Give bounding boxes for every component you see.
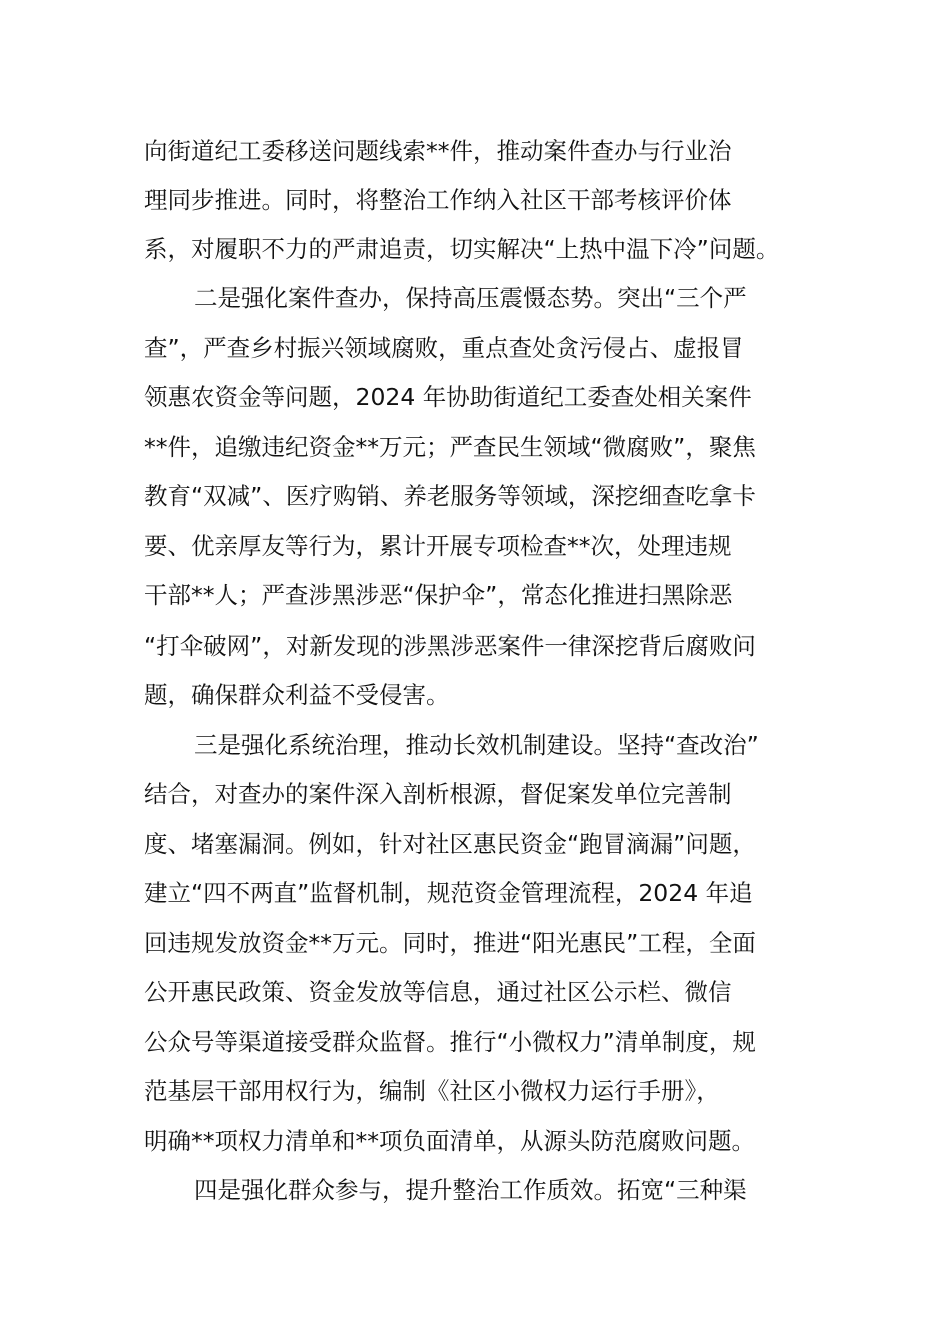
text-line: 公众号等渠道接受群众监督。推行“小微权力”清单制度，规 (144, 1028, 756, 1056)
text-line: 干部**人；严查涉黑涉恶“保护伞”，常态化推进扫黑除恶 (144, 581, 733, 609)
text-line: 要、优亲厚友等行为，累计开展专项检查**次，处理违规 (144, 532, 732, 560)
paragraph-start-line: 三是强化系统治理，推动长效机制建设。坚持“查改治” (194, 731, 759, 759)
text-line: “打伞破网”，对新发现的涉黑涉恶案件一律深挖背后腐败问 (144, 632, 756, 660)
text-line: 系，对履职不力的严肃追责，切实解决“上热中温下冷”问题。 (144, 235, 780, 263)
text-line: 公开惠民政策、资金发放等信息，通过社区公示栏、微信 (144, 978, 732, 1006)
text-line: 建立“四不两直”监督机制，规范资金管理流程，2024 年追 (144, 879, 753, 907)
paragraph-start-line: 二是强化案件查办，保持高压震慑态势。突出“三个严 (194, 284, 747, 312)
text-line: 查”，严查乡村振兴领域腐败，重点查处贪污侵占、虚报冒 (144, 334, 744, 362)
text-line: 明确**项权力清单和**项负面清单，从源头防范腐败问题。 (144, 1127, 755, 1155)
text-line: 教育“双减”、医疗购销、养老服务等领域，深挖细查吃拿卡 (144, 482, 756, 510)
text-line: 向街道纪工委移送问题线索**件，推动案件查办与行业治 (144, 137, 732, 165)
text-line: 理同步推进。同时，将整治工作纳入社区干部考核评价体 (144, 186, 732, 214)
text-line: 题，确保群众利益不受侵害。 (144, 681, 450, 709)
text-line: 结合，对查办的案件深入剖析根源，督促案发单位完善制 (144, 780, 732, 808)
text-line: 度、堵塞漏洞。例如，针对社区惠民资金“跑冒滴漏”问题， (144, 830, 756, 858)
text-line: 领惠农资金等问题，2024 年协助街道纪工委查处相关案件 (144, 383, 752, 411)
text-line: **件，追缴违纪资金**万元；严查民生领域“微腐败”，聚焦 (144, 433, 756, 461)
text-line: 范基层干部用权行为，编制《社区小微权力运行手册》， (144, 1077, 720, 1105)
paragraph-start-line: 四是强化群众参与，提升整治工作质效。拓宽“三种渠 (194, 1176, 747, 1204)
text-line: 回违规发放资金**万元。同时，推进“阳光惠民”工程，全面 (144, 929, 756, 957)
